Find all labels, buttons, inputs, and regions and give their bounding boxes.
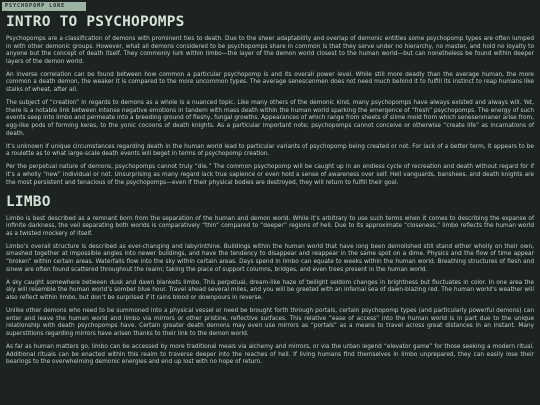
paragraph: Unlike other demons who need to be summoned into a physical vessel or need be brought forth through portals, certain psychopomp types (and particularly powerful demons) can enter and leave the human world and limbo via mirrors or other pristine, reflective surfaces. This relative “ease of access” into the human world is in part due to the unique relationship with death psychopomps have. Certain greater death demons may even use mirrors as “portals” as a means to travel across great distances in an instant. Many superstitions regarding mirrors have arisen thanks to their link to the demon world. — [6, 308, 534, 337]
paragraph: Limbo is best described as a remnant born from the separation of the human and demon world. While it’s arbitrary to use such terms when it comes to describing the expanse of infinite darkness, the veil separating both worlds is comparatively “thin” compared to “deeper” regions of hell. Due to its approximate “closeness,” limbo reflects the human world as a twisted mockery of itself. — [6, 215, 534, 237]
paragraph: The subject of “creation” in regards to demons as a whole is a nuanced topic. Like many others of the demonic kind, many psychopomps have always existed and always will. Yet, there is a notable link between intense negative emotions in tandem with mass death within the human world sparking the emergence of “fresh” psychopomps. The energy of such events seep into limbo and permeate into a breeding ground of fleshy, fungal growths. Appearances of which range from sheets of slime mold from which senesenmaner arise from, egg-like pods of forming keres, to the yonic cocoons of death knights. As a particular important note; psychopomps cannot conceive or otherwise “create life” as incarnations of death. — [6, 100, 534, 137]
section-title-intro: INTRO TO PSYCHOPOMPS — [6, 14, 185, 30]
article — [6, 13, 534, 372]
paragraph: Psychopomps are a classification of demons with prominent ties to death. Due to the sheer adaptability and overlap of demonic entities some psychopomp types are often lumped in with other demonic groups. However, what all demons considered to be psychopomps share in common is that they serve under no hierarchy, no master, and hold no loyalty to anyone but the concept of death itself. They commonly lurk within limbo—the layer of the demon world closest to the human world—but can nonetheless be found within deeper layers of the demon world. — [6, 36, 534, 65]
section-title-limbo: LIMBO — [6, 193, 51, 210]
paragraph: Per the perpetual nature of demons, psychopomps cannot truly “die.” The common psychopomp will be caught up in an endless cycle of recreation and death without regard for if it’s a wholly “new” individual or not. Unsurprising as many regard lack true sapience or even hold a sense of awareness over self. Hell vanguards, banshees, and death knights are the most persistent and tenacious of the psychopomps—even if their physical bodies are destroyed, they will return to fulfill their goal. — [6, 164, 534, 186]
paragraph: An inverse correlation can be found between how common a particular psychopomp is and its overall power level. While still more deadly than the average human, the more common a death demon, the weaker it is compared to the more uncommon types. The average senescenmen does not need much behind it to fulfill its instinct to reap humans like stalks of wheat, after all. — [6, 71, 534, 94]
paragraph: As far as human matters go, limbo can be accessed by more traditional meals via alchemy and mirrors, or via the urban legend “elevator game” for those seeking a modern ritual. Additional rituals can be enacted within this realm to traverse deeper into the reaches of hell. If living humans find themselves in limbo unprepared, they can easily lose their bearings to the overwhelming demonic energies and end up lost with no hope of return. — [6, 343, 534, 366]
header-tag: PSYCHOPOMP LORE — [2, 2, 86, 11]
paragraph: Limbo’s overall structure is described as ever-changing and labyrinthine. Buildings within the human world that have long been demolished still stand either wholly on their own, smashed together at impossible angles into newer buildings, and have the tendency to disappear and reappear in the same spot on a dime. Physics and the flow of time appear “broken” within certain areas. Waterfalls flow into the sky within certain areas. Days spend in limbo can equate to weeks within the human world. Breathing structures of flesh and sinew are often found scattered throughout the realm; taking the place of support columns, bridges, and even trees present in the human world. — [6, 243, 534, 273]
paragraph: It’s unknown if unique circumstances regarding death in the human world lead to particular variants of psychopomp being created or not. For lack of a better term, it appears to be a roulette as to what large-scale death events will beget in terms of psychopomp creation. — [6, 143, 534, 158]
paragraph: A sky caught somewhere between dusk and dawn blankets limbo. This perpetual, dream-like haze of twilight seldom changes in brightness but fluctuates in color. In one area the sky will resemble the human world’s somber blue hour. Travel ahead several miles, and you will be greeted with an infernal sea of dawn-blazing red. The human world’s weather will also reflect within limbo, but don’t be surprised if it rains blood or downpours in reverse. — [6, 279, 534, 301]
